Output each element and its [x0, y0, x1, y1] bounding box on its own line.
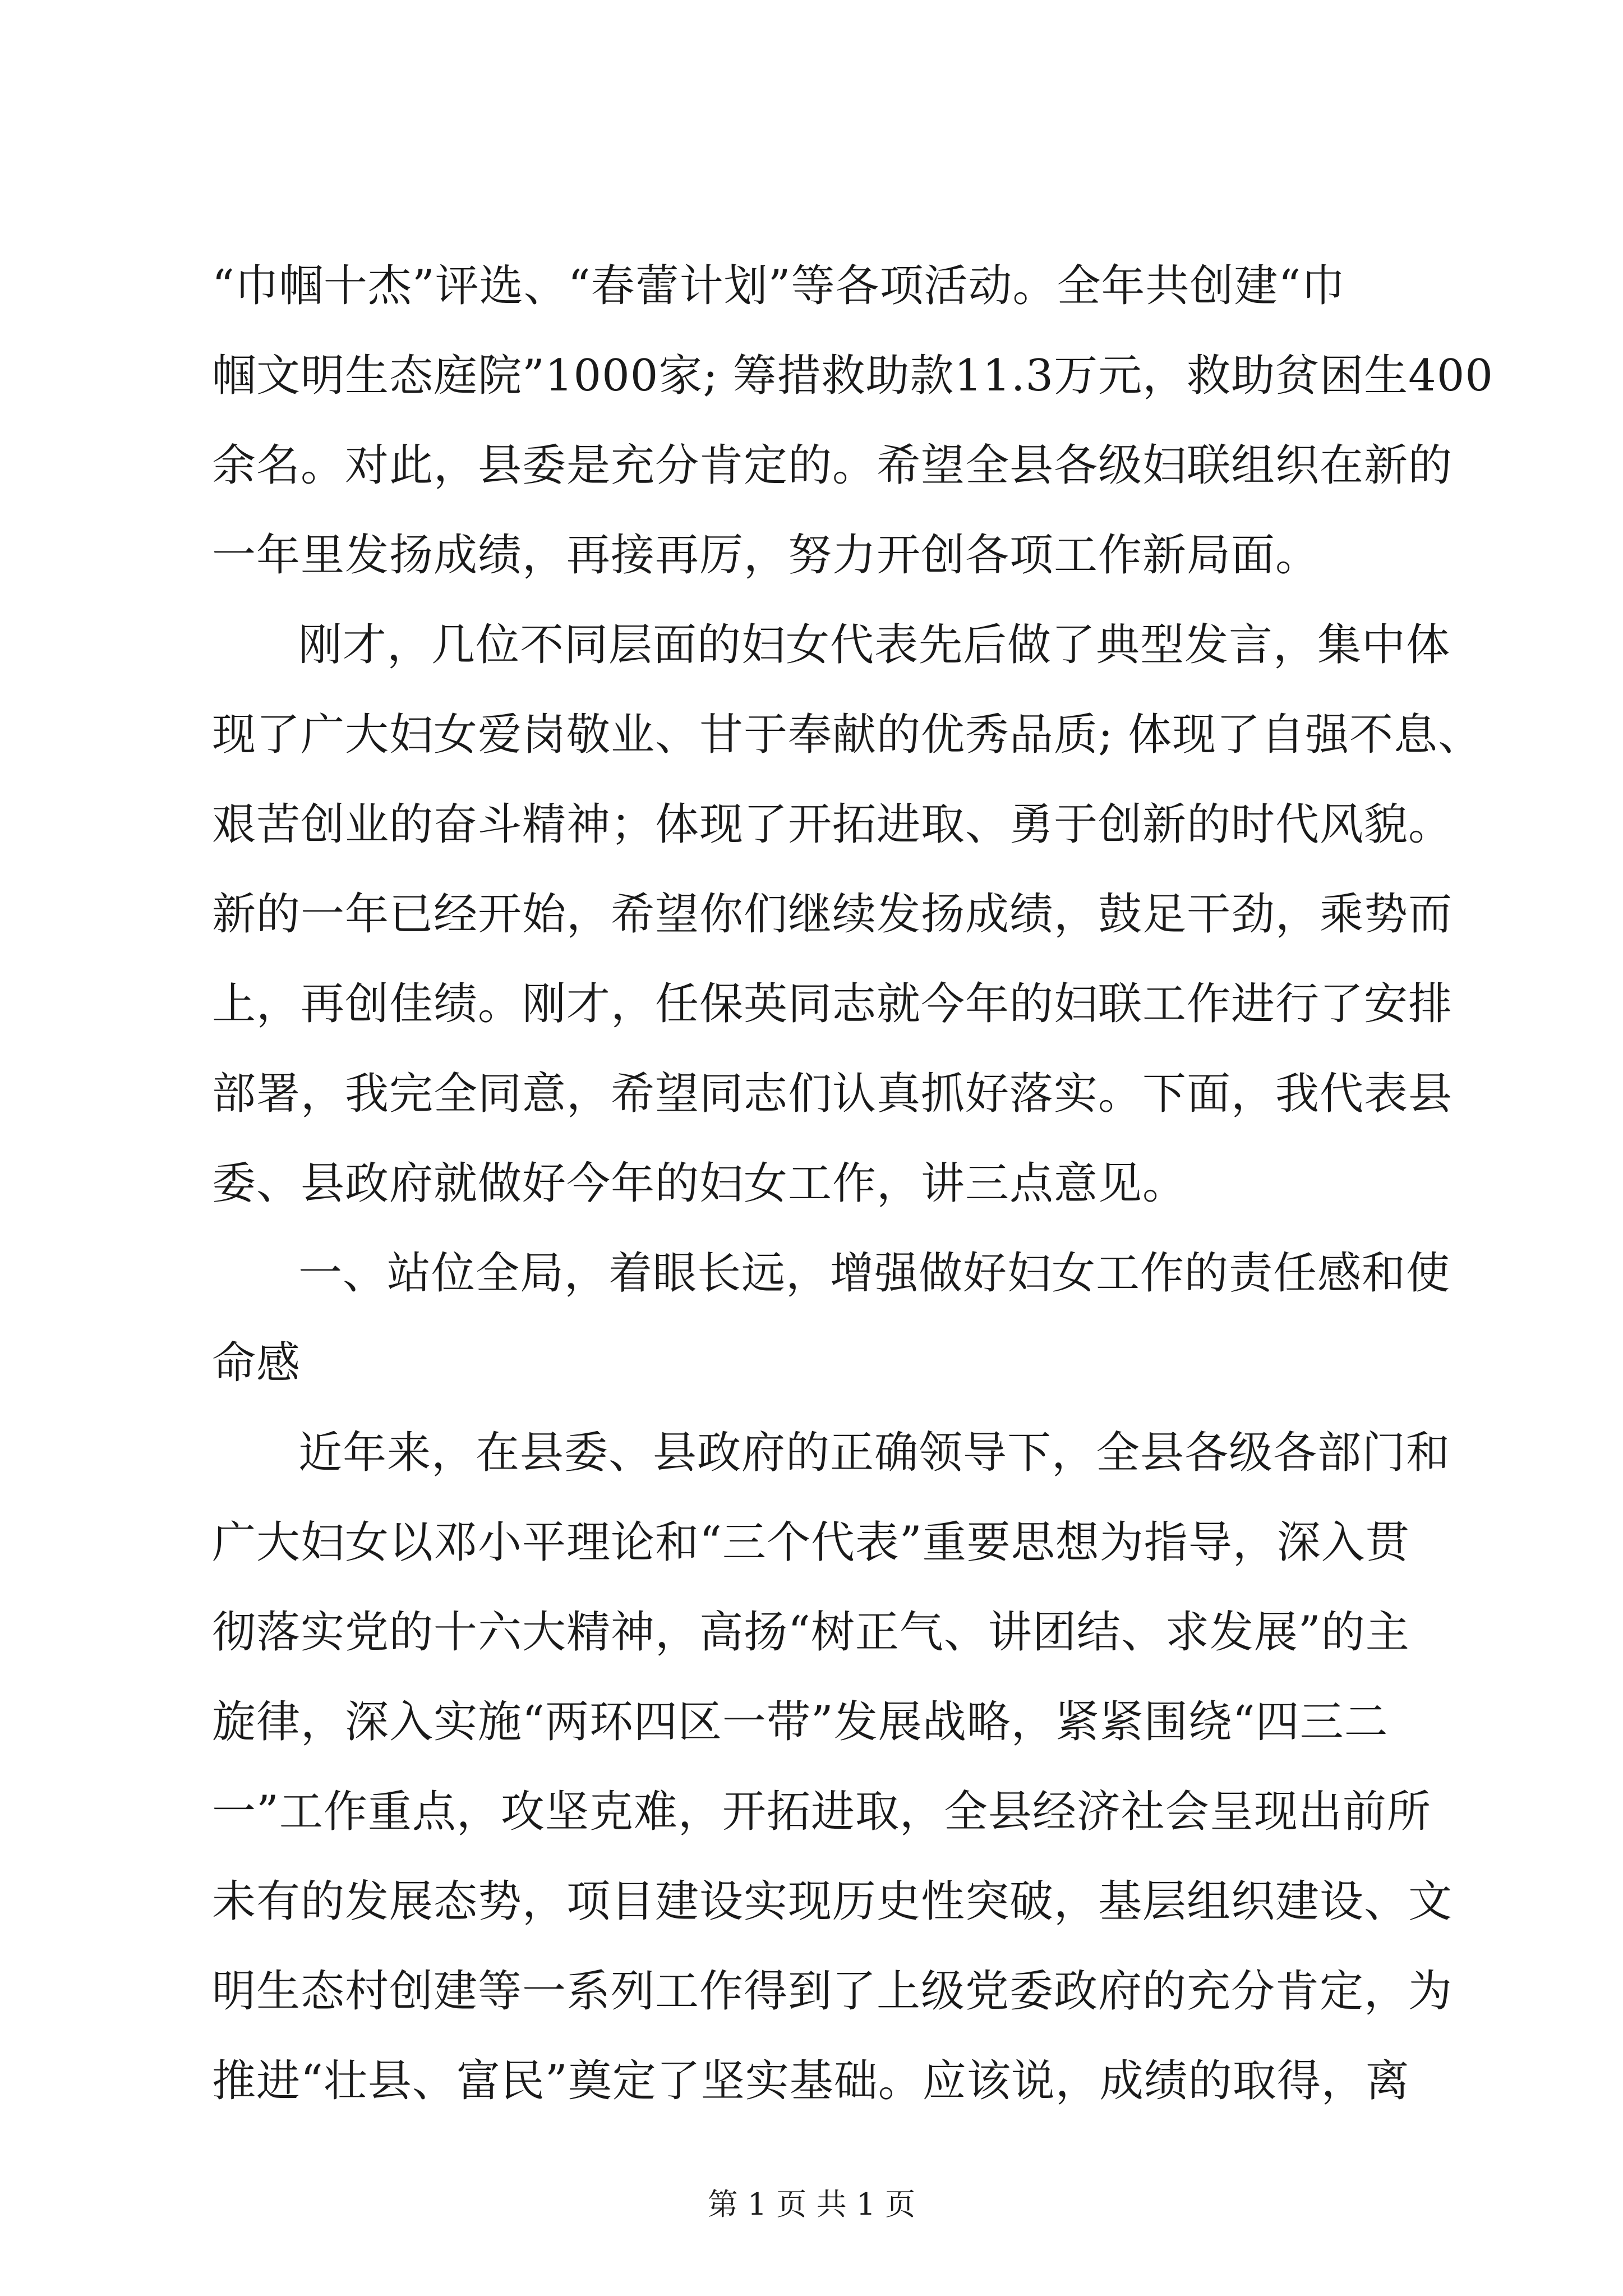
text-line: 近年来，在县委、县政府的正确领导下，全县各级各部门和 — [298, 1428, 1451, 1478]
text-line: 委、县政府就做好今年的妇女工作，讲三点意见。 — [212, 1158, 1187, 1209]
text-line: 余名。对此，县委是充分肯定的。希望全县各级妇联组织在新的 — [212, 440, 1453, 491]
text-line: 新的一年已经开始，希望你们继续发扬成绩，鼓足干劲，乘势而 — [212, 889, 1453, 940]
text-line: 广大妇女以邓小平理论和“三个代表”重要思想为指导，深入贯 — [212, 1517, 1410, 1568]
text-line: 彻落实党的十六大精神，高扬“树正气、讲团结、求发展”的主 — [212, 1607, 1410, 1658]
text-line: 旋律，深入实施“两环四区一带”发展战略，紧紧围绕“四三二 — [212, 1697, 1389, 1747]
text-line: “巾帼十杰”评选、“春蕾计划”等各项活动。全年共创建“巾 — [212, 261, 1346, 311]
section-heading: 命感 — [212, 1338, 301, 1388]
text-line: 帼文明生态庭院”1000家; 筹措救助款11.3万元，救助贫困生400 — [212, 351, 1494, 401]
page-number: 第 1 页 共 1 页 — [707, 2187, 916, 2222]
text-line: 上，再创佳绩。刚才，任保英同志就今年的妇联工作进行了安排 — [212, 979, 1453, 1029]
text-line: 现了广大妇女爱岗敬业、甘于奉献的优秀品质; 体现了自强不息、 — [212, 710, 1483, 760]
text-line: 刚才，几位不同层面的妇女代表先后做了典型发言，集中体 — [298, 620, 1451, 670]
text-line: 一”工作重点，攻坚克难，开拓进取，全县经济社会呈现出前所 — [212, 1787, 1431, 1837]
section-heading: 一、站位全局，着眼长远，增强做好妇女工作的责任感和使 — [298, 1248, 1451, 1299]
text-line: 未有的发展态势，项目建设实现历史性突破，基层组织建设、文 — [212, 1876, 1453, 1927]
text-line: 明生态村创建等一系列工作得到了上级党委政府的充分肯定，为 — [212, 1966, 1453, 2017]
text-line: 一年里发扬成绩，再接再厉，努力开创各项工作新局面。 — [212, 530, 1320, 581]
text-line: 部署，我完全同意，希望同志们认真抓好落实。下面，我代表县 — [212, 1069, 1453, 1119]
text-line: 艰苦创业的奋斗精神；体现了开拓进取、勇于创新的时代风貌。 — [212, 799, 1453, 850]
text-line: 推进“壮县、富民”奠定了坚实基础。应该说，成绩的取得，离 — [212, 2056, 1410, 2106]
